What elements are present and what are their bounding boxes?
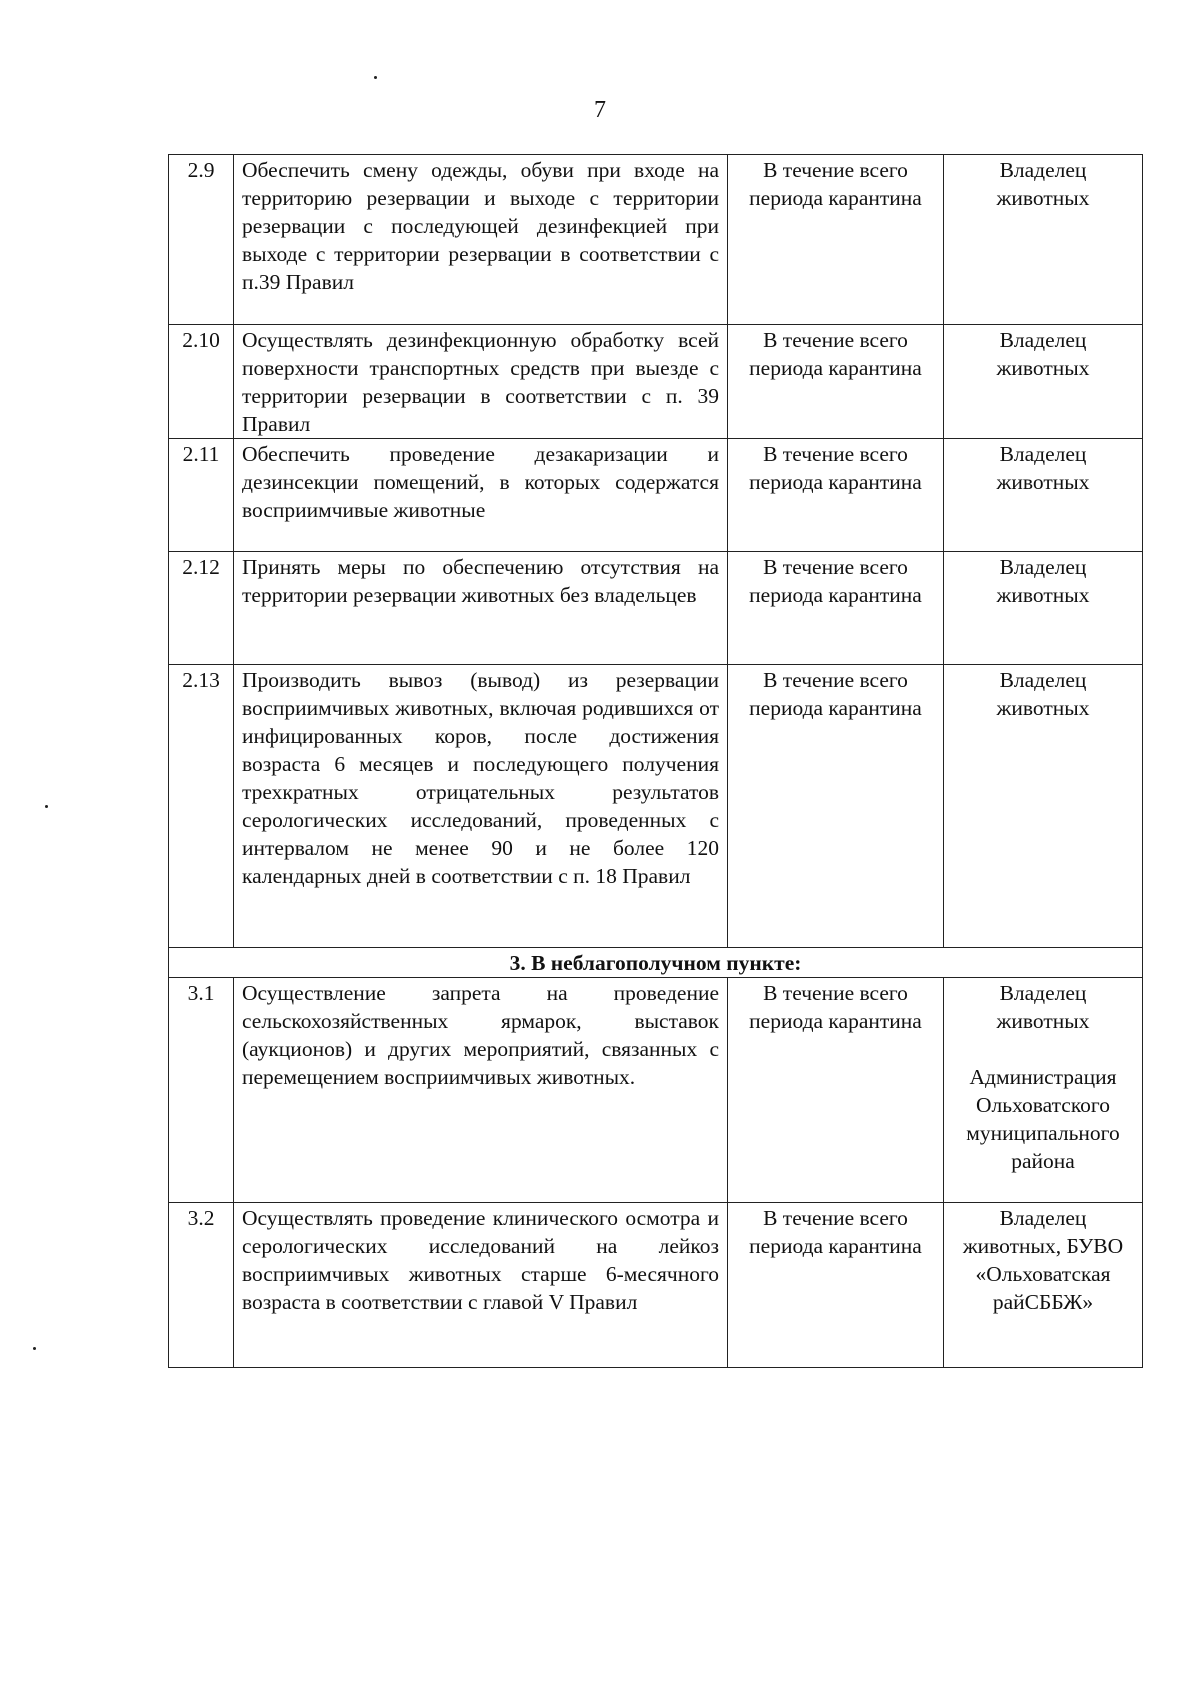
table-row	[169, 978, 1143, 1203]
responsible-administration: Администрация Ольховатского муниципального района	[966, 1065, 1120, 1173]
row-term: В течение всего периода карантина	[728, 978, 944, 1203]
row-term: В течение всего периода карантина	[728, 439, 944, 552]
row-responsible: Владелец животных	[944, 439, 1143, 552]
row-number: 2.11	[169, 439, 234, 552]
row-responsible: Владелец животных	[944, 155, 1143, 325]
responsible-owner: Владелец животных	[996, 981, 1090, 1033]
row-action: Обеспечить смену одежды, обуви при входе на территорию резервации и выходе с территории резервации с последующей дезинфекцией при выходе с территории резервации в соответствии с п.39 Правил	[234, 155, 728, 325]
row-term: В течение всего периода карантина	[728, 1203, 944, 1368]
row-action: Осуществлять проведение клинического осмотра и серологических исследований на лейкоз восприимчивых животных старше 6-месячного возраста в соответствии с главой V Правил	[234, 1203, 728, 1368]
row-number: 2.9	[169, 155, 234, 325]
row-responsible: Владелец животных	[944, 552, 1143, 665]
row-responsible: Владелец животных, БУВО «Ольховатская райСББЖ»	[944, 1203, 1143, 1368]
row-responsible: Владелец животных	[944, 665, 1143, 948]
row-term: В течение всего периода карантина	[728, 665, 944, 948]
table-row	[169, 1203, 1143, 1368]
responsible-spacer	[952, 1035, 1134, 1063]
scan-speck	[45, 805, 48, 808]
row-term: В течение всего периода карантина	[728, 325, 944, 439]
row-action: Производить вывоз (вывод) из резервации восприимчивых животных, включая родившихся от инфицированных коров, после достижения возраста 6 месяцев и последующего получения трехкратных отрицательных результатов серологических исследований, проведенных с интервалом не менее 90 и не более 120 календарных дней в соответствии с п. 18 Правил	[234, 665, 728, 948]
table-row	[169, 155, 1143, 325]
row-responsible	[944, 978, 1143, 1203]
row-number: 2.10	[169, 325, 234, 439]
row-action: Осуществлять дезинфекционную обработку всей поверхности транспортных средств при выезде с территории резервации в соответствии с п. 39 Правил	[234, 325, 728, 439]
row-number: 2.12	[169, 552, 234, 665]
scan-speck	[374, 76, 377, 79]
row-term: В течение всего периода карантина	[728, 552, 944, 665]
scan-speck	[33, 1347, 36, 1350]
page-number: 7	[594, 97, 606, 123]
row-number: 2.13	[169, 665, 234, 948]
table-row	[169, 439, 1143, 552]
table-row	[169, 552, 1143, 665]
row-action: Обеспечить проведение дезакаризации и дезинсекции помещений, в которых содержатся восприимчивые животные	[234, 439, 728, 552]
row-responsible: Владелец животных	[944, 325, 1143, 439]
section-heading-row	[169, 948, 1143, 978]
table-row	[169, 325, 1143, 439]
row-number: 3.1	[169, 978, 234, 1203]
row-term: В течение всего периода карантина	[728, 155, 944, 325]
row-action: Осуществление запрета на проведение сельскохозяйственных ярмарок, выставок (аукционов) и других мероприятий, связанных с перемещением восприимчивых животных.	[234, 978, 728, 1203]
row-number: 3.2	[169, 1203, 234, 1368]
section-heading: 3. В неблагополучном пункте:	[169, 948, 1143, 978]
measures-table	[168, 154, 1143, 1368]
table-row	[169, 665, 1143, 948]
row-action: Принять меры по обеспечению отсутствия на территории резервации животных без владельцев	[234, 552, 728, 665]
